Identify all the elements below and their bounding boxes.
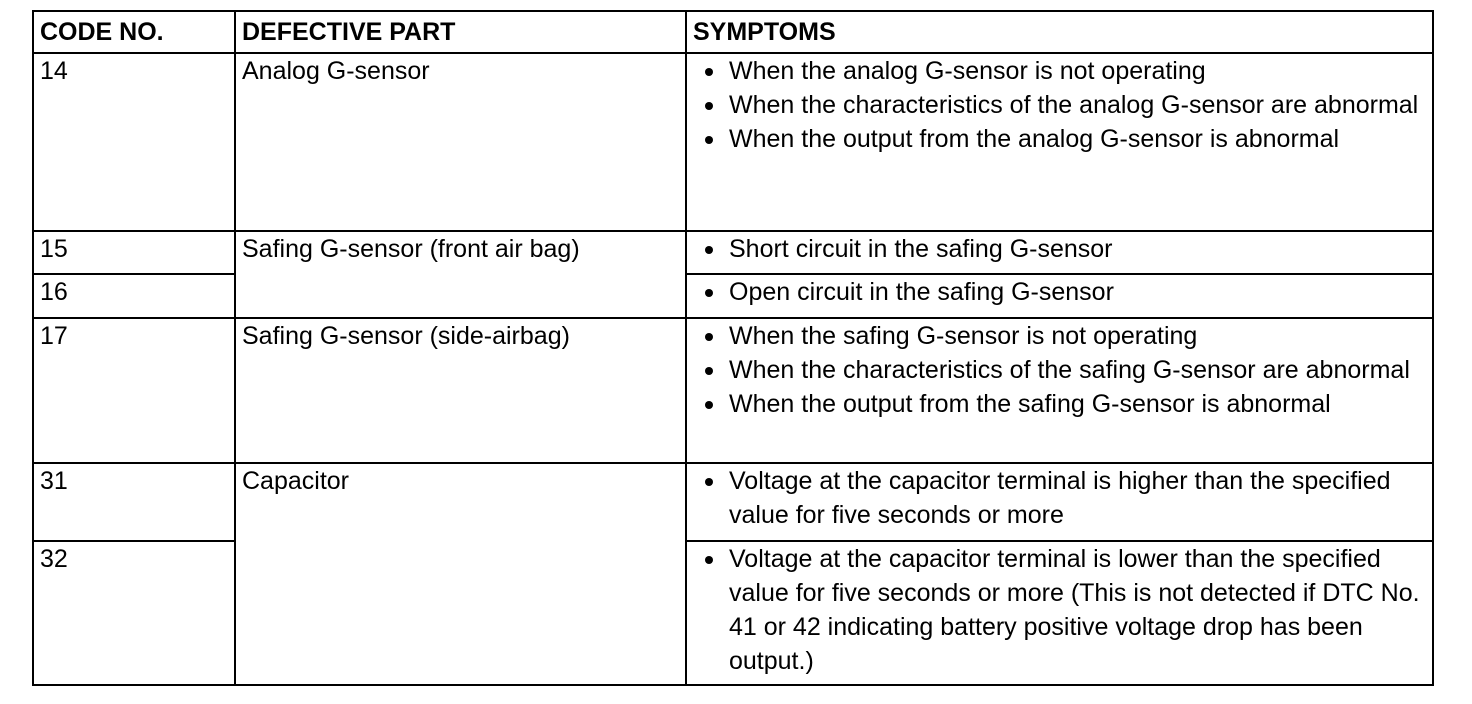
- code-cell: 32: [33, 541, 235, 685]
- code-cell: 17: [33, 318, 235, 463]
- part-cell: Analog G-sensor: [235, 53, 686, 231]
- header-code-no: CODE NO.: [33, 11, 235, 53]
- symptom-item: Voltage at the capacitor terminal is lower than the specified value for five seconds or more (This is not detected if DTC No. 41 or 42 indicating battery positive voltage drop has been output.): [693, 542, 1426, 678]
- symptoms-cell: [686, 318, 1433, 463]
- code-cell: 14: [33, 53, 235, 231]
- symptoms-cell: [686, 541, 1433, 685]
- code-cell: 31: [33, 463, 235, 541]
- symptom-list: [693, 542, 1426, 678]
- part-cell: Capacitor: [235, 463, 686, 685]
- table-row: [33, 231, 1433, 274]
- symptom-list: [693, 464, 1426, 532]
- symptom-item: When the characteristics of the safing G-sensor are abnormal: [693, 353, 1426, 387]
- symptoms-cell: [686, 53, 1433, 231]
- header-symptoms: SYMPTOMS: [686, 11, 1433, 53]
- symptom-item: When the output from the analog G-sensor is abnormal: [693, 122, 1426, 156]
- table-row: [33, 53, 1433, 231]
- part-cell: Safing G-sensor (side-airbag): [235, 318, 686, 463]
- symptoms-cell: [686, 463, 1433, 541]
- table-row: [33, 318, 1433, 463]
- symptom-list: [693, 54, 1426, 156]
- symptom-list: [693, 232, 1426, 266]
- header-defective-part: DEFECTIVE PART: [235, 11, 686, 53]
- symptom-item: When the safing G-sensor is not operating: [693, 319, 1426, 353]
- symptom-list: [693, 319, 1426, 421]
- symptoms-cell: [686, 274, 1433, 318]
- table-header-row: [33, 11, 1433, 53]
- table-row: [33, 463, 1433, 541]
- symptom-item: When the analog G-sensor is not operating: [693, 54, 1426, 88]
- symptom-list: [693, 275, 1426, 309]
- symptom-item: When the characteristics of the analog G-sensor are abnormal: [693, 88, 1426, 122]
- symptom-item: Open circuit in the safing G-sensor: [693, 275, 1426, 309]
- symptom-item: Voltage at the capacitor terminal is higher than the specified value for five seconds or more: [693, 464, 1426, 532]
- symptom-item: When the output from the safing G-sensor is abnormal: [693, 387, 1426, 421]
- code-cell: 15: [33, 231, 235, 274]
- symptom-item: Short circuit in the safing G-sensor: [693, 232, 1426, 266]
- symptoms-cell: [686, 231, 1433, 274]
- code-cell: 16: [33, 274, 235, 318]
- part-cell: Safing G-sensor (front air bag): [235, 231, 686, 318]
- dtc-table: [32, 10, 1434, 686]
